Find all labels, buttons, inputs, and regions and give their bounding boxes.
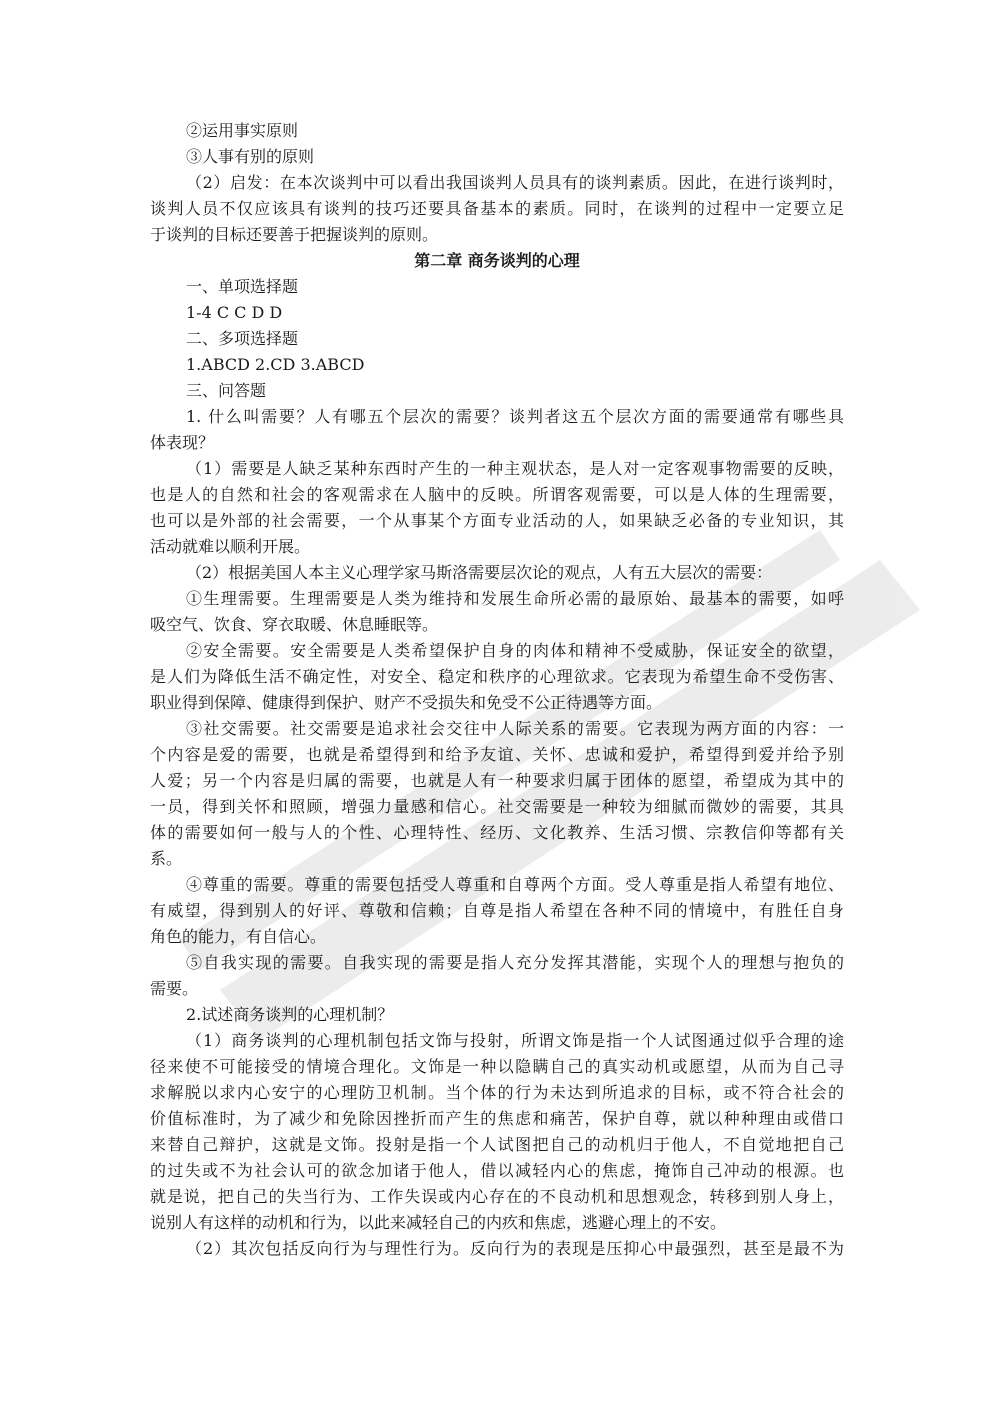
text-line: （1）需要是人缺乏某种东西时产生的一种主观状态，是人对一定客观事物需要的反映，: [186, 459, 844, 478]
text-line: 一员，得到关怀和照顾，增强力量感和信心。社交需要是一种较为细腻而微妙的需要，其具: [150, 797, 844, 816]
text-line: （2）根据美国人本主义心理学家马斯洛需要层次论的观点，人有五大层次的需要：: [186, 563, 773, 582]
text-line: 2.试述商务谈判的心理机制？: [186, 1005, 394, 1024]
text-line: 职业得到保障、健康得到保护、财产不受损失和免受不公正待遇等方面。: [150, 693, 663, 712]
text-line: 需要。: [150, 979, 199, 998]
text-line: 谈判人员不仅应该具有谈判的技巧还要具备基本的素质。同时，在谈判的过程中一定要立足: [150, 199, 844, 218]
text-line: ①生理需要。生理需要是人类为维持和发展生命所必需的最原始、最基本的需要，如呼: [186, 589, 844, 608]
text-line: 活动就难以顺利开展。: [150, 537, 311, 556]
text-line: 系。: [150, 849, 183, 868]
text-line: 就是说，把自己的失当行为、工作失误或内心存在的不良动机和思想观念，转移到别人身上，: [150, 1187, 844, 1206]
text-line: 二、多项选择题: [186, 329, 299, 348]
document-body: [150, 118, 844, 1262]
text-line: 1. 什么叫需要？人有哪五个层次的需要？谈判者这五个层次方面的需要通常有哪些具: [186, 407, 844, 426]
text-line: （2）启发：在本次谈判中可以看出我国谈判人员具有的谈判素质。因此，在进行谈判时，: [186, 173, 844, 192]
text-line: 于谈判的目标还要善于把握谈判的原则。: [150, 225, 439, 244]
text-line: （1）商务谈判的心理机制包括文饰与投射，所谓文饰是指一个人试图通过似乎合理的途: [186, 1031, 844, 1050]
text-line: 的过失或不为社会认可的欲念加诸于他人，借以减轻内心的焦虑，掩饰自己冲动的根源。也: [150, 1161, 844, 1180]
text-line: ②运用事实原则: [186, 121, 299, 140]
text-line: 人爱；另一个内容是归属的需要，也就是人有一种要求归属于团体的愿望，希望成为其中的: [150, 771, 844, 790]
text-line: 也可以是外部的社会需要，一个从事某个方面专业活动的人，如果缺乏必备的专业知识，其: [150, 511, 844, 530]
text-line: 径来使不可能接受的情境合理化。文饰是一种以隐瞒自己的真实动机或愿望，从而为自己寻: [150, 1057, 844, 1076]
text-line: 是人们为降低生活不确定性，对安全、稳定和秩序的心理欲求。它表现为希望生命不受伤害、: [150, 667, 844, 686]
text-line: 体的需要如何一般与人的个性、心理特性、经历、文化教养、生活习惯、宗教信仰等都有关: [150, 823, 844, 842]
text-line: 三、问答题: [186, 381, 267, 400]
chapter-heading: 第二章 商务谈判的心理: [414, 251, 580, 270]
text-line: 个内容是爱的需要，也就是希望得到和给予友谊、关怀、忠诚和爱护，希望得到爱并给予别: [150, 745, 844, 764]
text-line: ⑤自我实现的需要。自我实现的需要是指人充分发挥其潜能，实现个人的理想与抱负的: [186, 953, 844, 972]
text-line: ③人事有别的原则: [186, 147, 315, 166]
text-line: 1.ABCD 2.CD 3.ABCD: [186, 355, 365, 374]
text-line: 1-4 C C D D: [186, 303, 283, 322]
text-line: 有威望，得到别人的好评、尊敬和信赖；自尊是指人希望在各种不同的情境中，有胜任自身: [150, 901, 844, 920]
text-line: 也是人的自然和社会的客观需求在人脑中的反映。所谓客观需要，可以是人体的生理需要，: [150, 485, 844, 504]
text-line: 体表现？: [150, 433, 215, 452]
text-line: 价值标准时，为了减少和免除因挫折而产生的焦虑和痛苦，保护自尊，就以种种理由或借口: [150, 1109, 844, 1128]
text-line: ③社交需要。社交需要是追求社会交往中人际关系的需要。它表现为两方面的内容：一: [186, 719, 844, 738]
text-line: ②安全需要。安全需要是人类希望保护自身的肉体和精神不受威胁，保证安全的欲望，: [186, 641, 844, 660]
text-line: ④尊重的需要。尊重的需要包括受人尊重和自尊两个方面。受人尊重是指人希望有地位、: [186, 875, 844, 894]
text-line: （2）其次包括反向行为与理性行为。反向行为的表现是压抑心中最强烈，甚至是最不为: [186, 1239, 844, 1258]
text-line: 吸空气、饮食、穿衣取暖、休息睡眠等。: [150, 615, 439, 634]
text-line: 求解脱以求内心安宁的心理防卫机制。当个体的行为未达到所追求的目标，或不符合社会的: [150, 1083, 844, 1102]
text-line: 一、单项选择题: [186, 277, 299, 296]
text-line: 说别人有这样的动机和行为，以此来减轻自己的内疚和焦虑，逃避心理上的不安。: [150, 1213, 727, 1232]
text-line: 来替自己辩护，这就是文饰。投射是指一个人试图把自己的动机归于他人，不自觉地把自己: [150, 1135, 844, 1154]
text-line: 角色的能力，有自信心。: [150, 927, 327, 946]
